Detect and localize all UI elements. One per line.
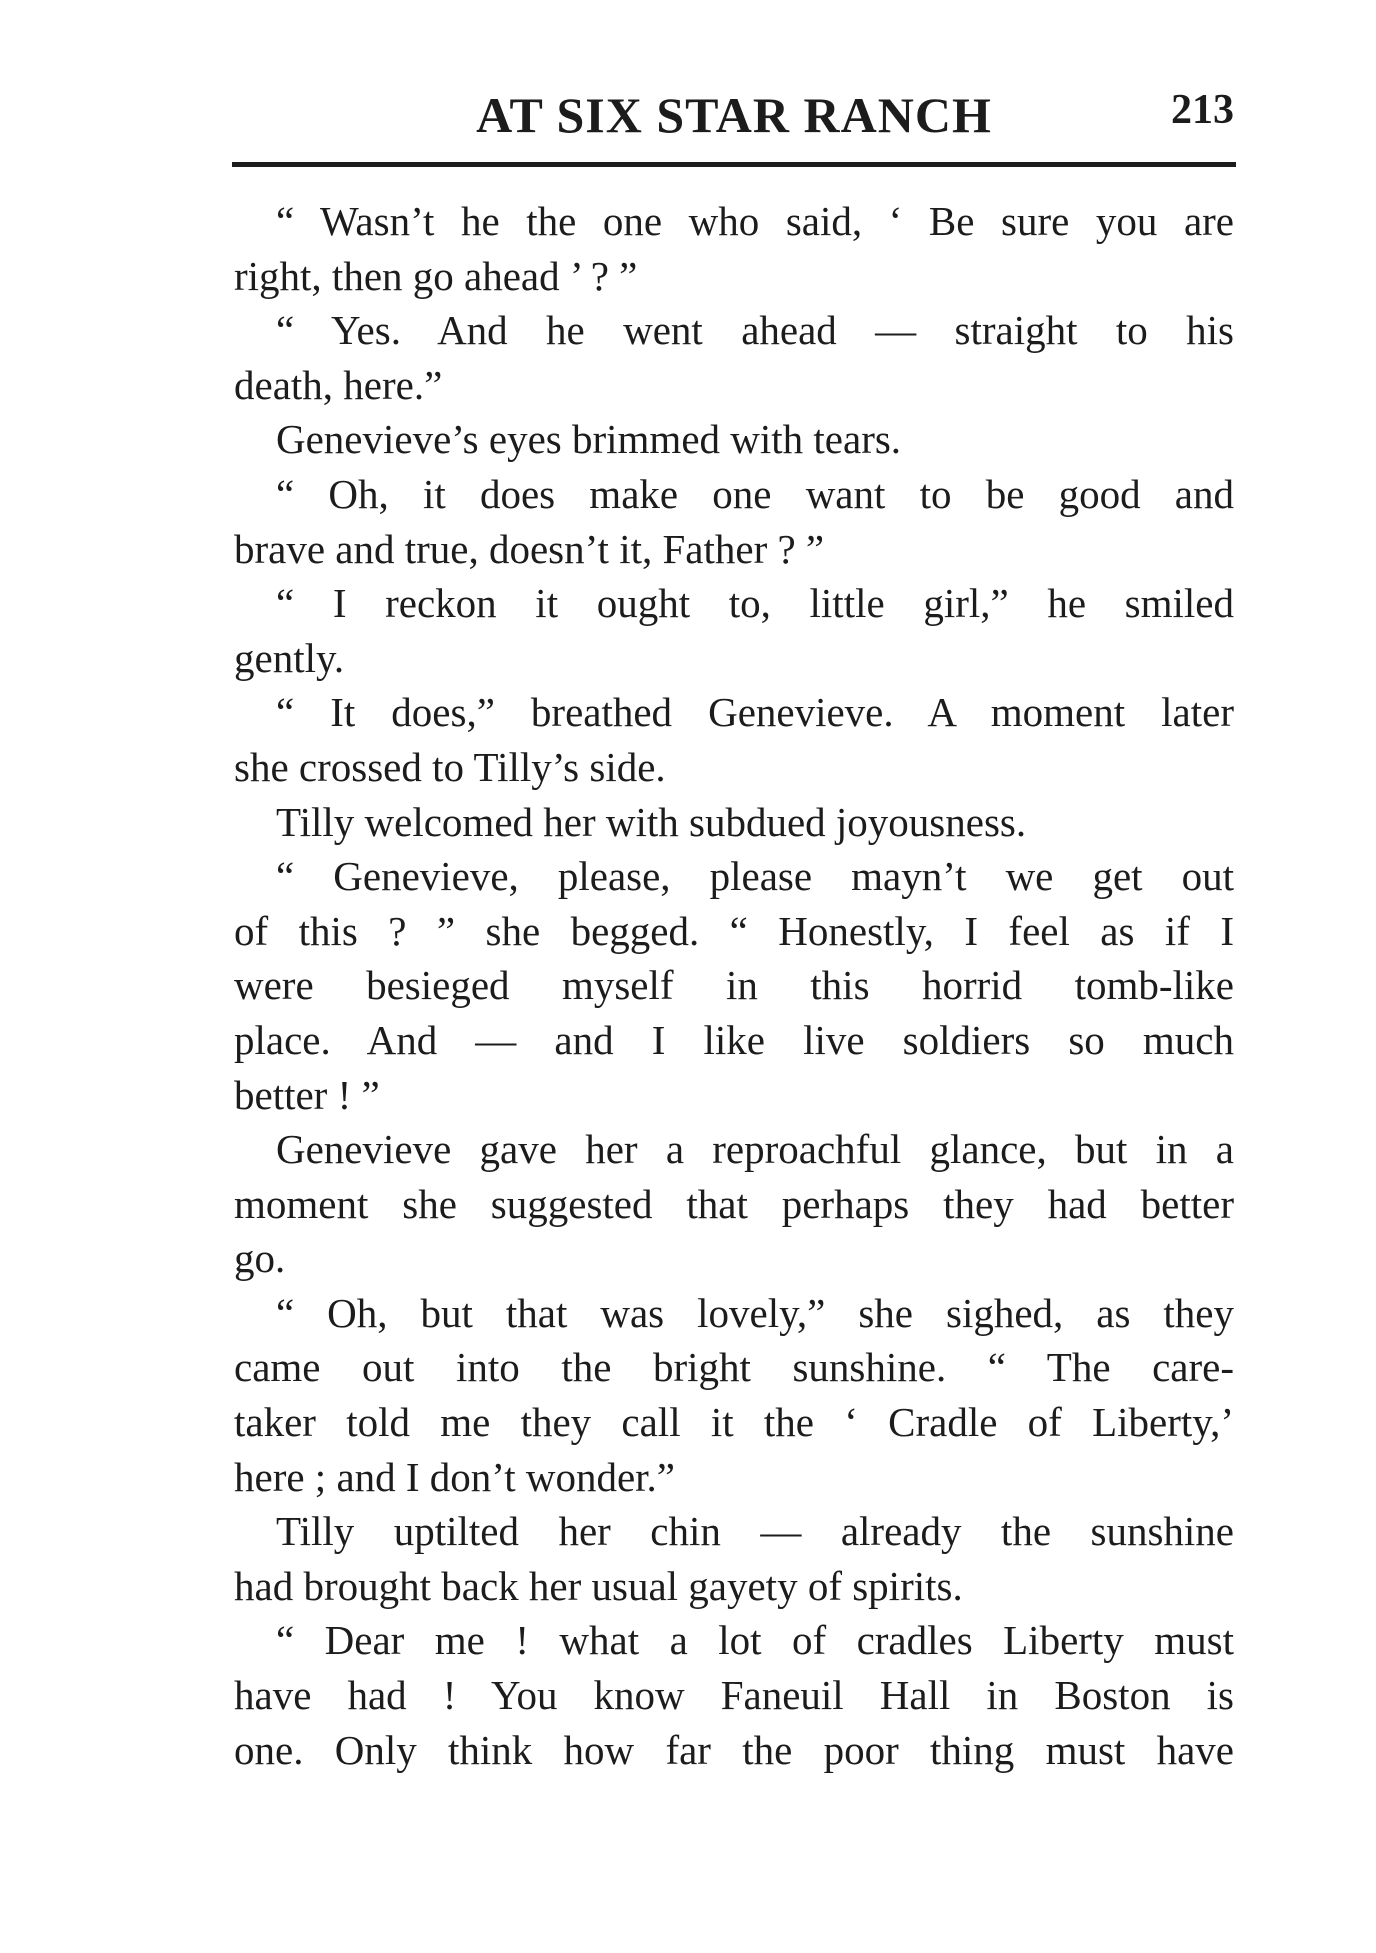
text-line: “ Yes. And he went ahead — straight to his: [276, 307, 1234, 354]
text-line: “ Genevieve, please, please mayn’t we get out: [276, 853, 1234, 900]
text-line: “ I reckon it ought to, little girl,” he smiled: [276, 580, 1234, 627]
text-line: better ! ”: [234, 1071, 380, 1118]
running-title: AT SIX STAR RANCH: [476, 87, 992, 143]
text-line: death, here.”: [234, 361, 443, 408]
header-rule: [232, 162, 1236, 167]
page-number: 213: [1171, 87, 1234, 133]
text-line: Genevieve gave her a reproachful glance, but in a: [276, 1126, 1234, 1173]
text-line: place. And — and I like live soldiers so much: [234, 1016, 1234, 1063]
body-text: [234, 194, 1234, 1777]
text-line: had brought back her usual gayety of spirits.: [234, 1562, 963, 1609]
text-line: Tilly uptilted her chin — already the sunshine: [276, 1508, 1234, 1555]
text-line: one. Only think how far the poor thing must have: [234, 1726, 1234, 1773]
text-line: Tilly welcomed her with subdued joyousness.: [276, 798, 1027, 845]
text-line: were besieged myself in this horrid tomb-like: [234, 962, 1234, 1009]
text-line: “ Dear me ! what a lot of cradles Liberty must: [276, 1617, 1234, 1664]
text-line: right, then go ahead ’ ? ”: [234, 252, 638, 299]
running-head: [234, 86, 1234, 146]
text-line: Genevieve’s eyes brimmed with tears.: [276, 416, 902, 463]
text-line: of this ? ” she begged. “ Honestly, I feel as if I: [234, 907, 1234, 954]
text-line: she crossed to Tilly’s side.: [234, 743, 666, 790]
text-line: brave and true, doesn’t it, Father ? ”: [234, 525, 825, 572]
text-line: came out into the bright sunshine. “ The care-: [234, 1344, 1234, 1391]
text-line: here ; and I don’t wonder.”: [234, 1453, 675, 1500]
text-line: go.: [234, 1235, 286, 1282]
text-line: have had ! You know Faneuil Hall in Boston is: [234, 1672, 1234, 1719]
text-line: “ It does,” breathed Genevieve. A moment later: [276, 689, 1234, 736]
text-line: taker told me they call it the ‘ Cradle of Liberty,’: [234, 1399, 1234, 1446]
text-line: “ Wasn’t he the one who said, ‘ Be sure you are: [276, 198, 1234, 244]
text-line: gently.: [234, 634, 345, 681]
text-line: moment she suggested that perhaps they had better: [234, 1180, 1234, 1227]
text-line: “ Oh, it does make one want to be good and: [276, 470, 1234, 517]
text-line: “ Oh, but that was lovely,” she sighed, as they: [276, 1289, 1234, 1336]
